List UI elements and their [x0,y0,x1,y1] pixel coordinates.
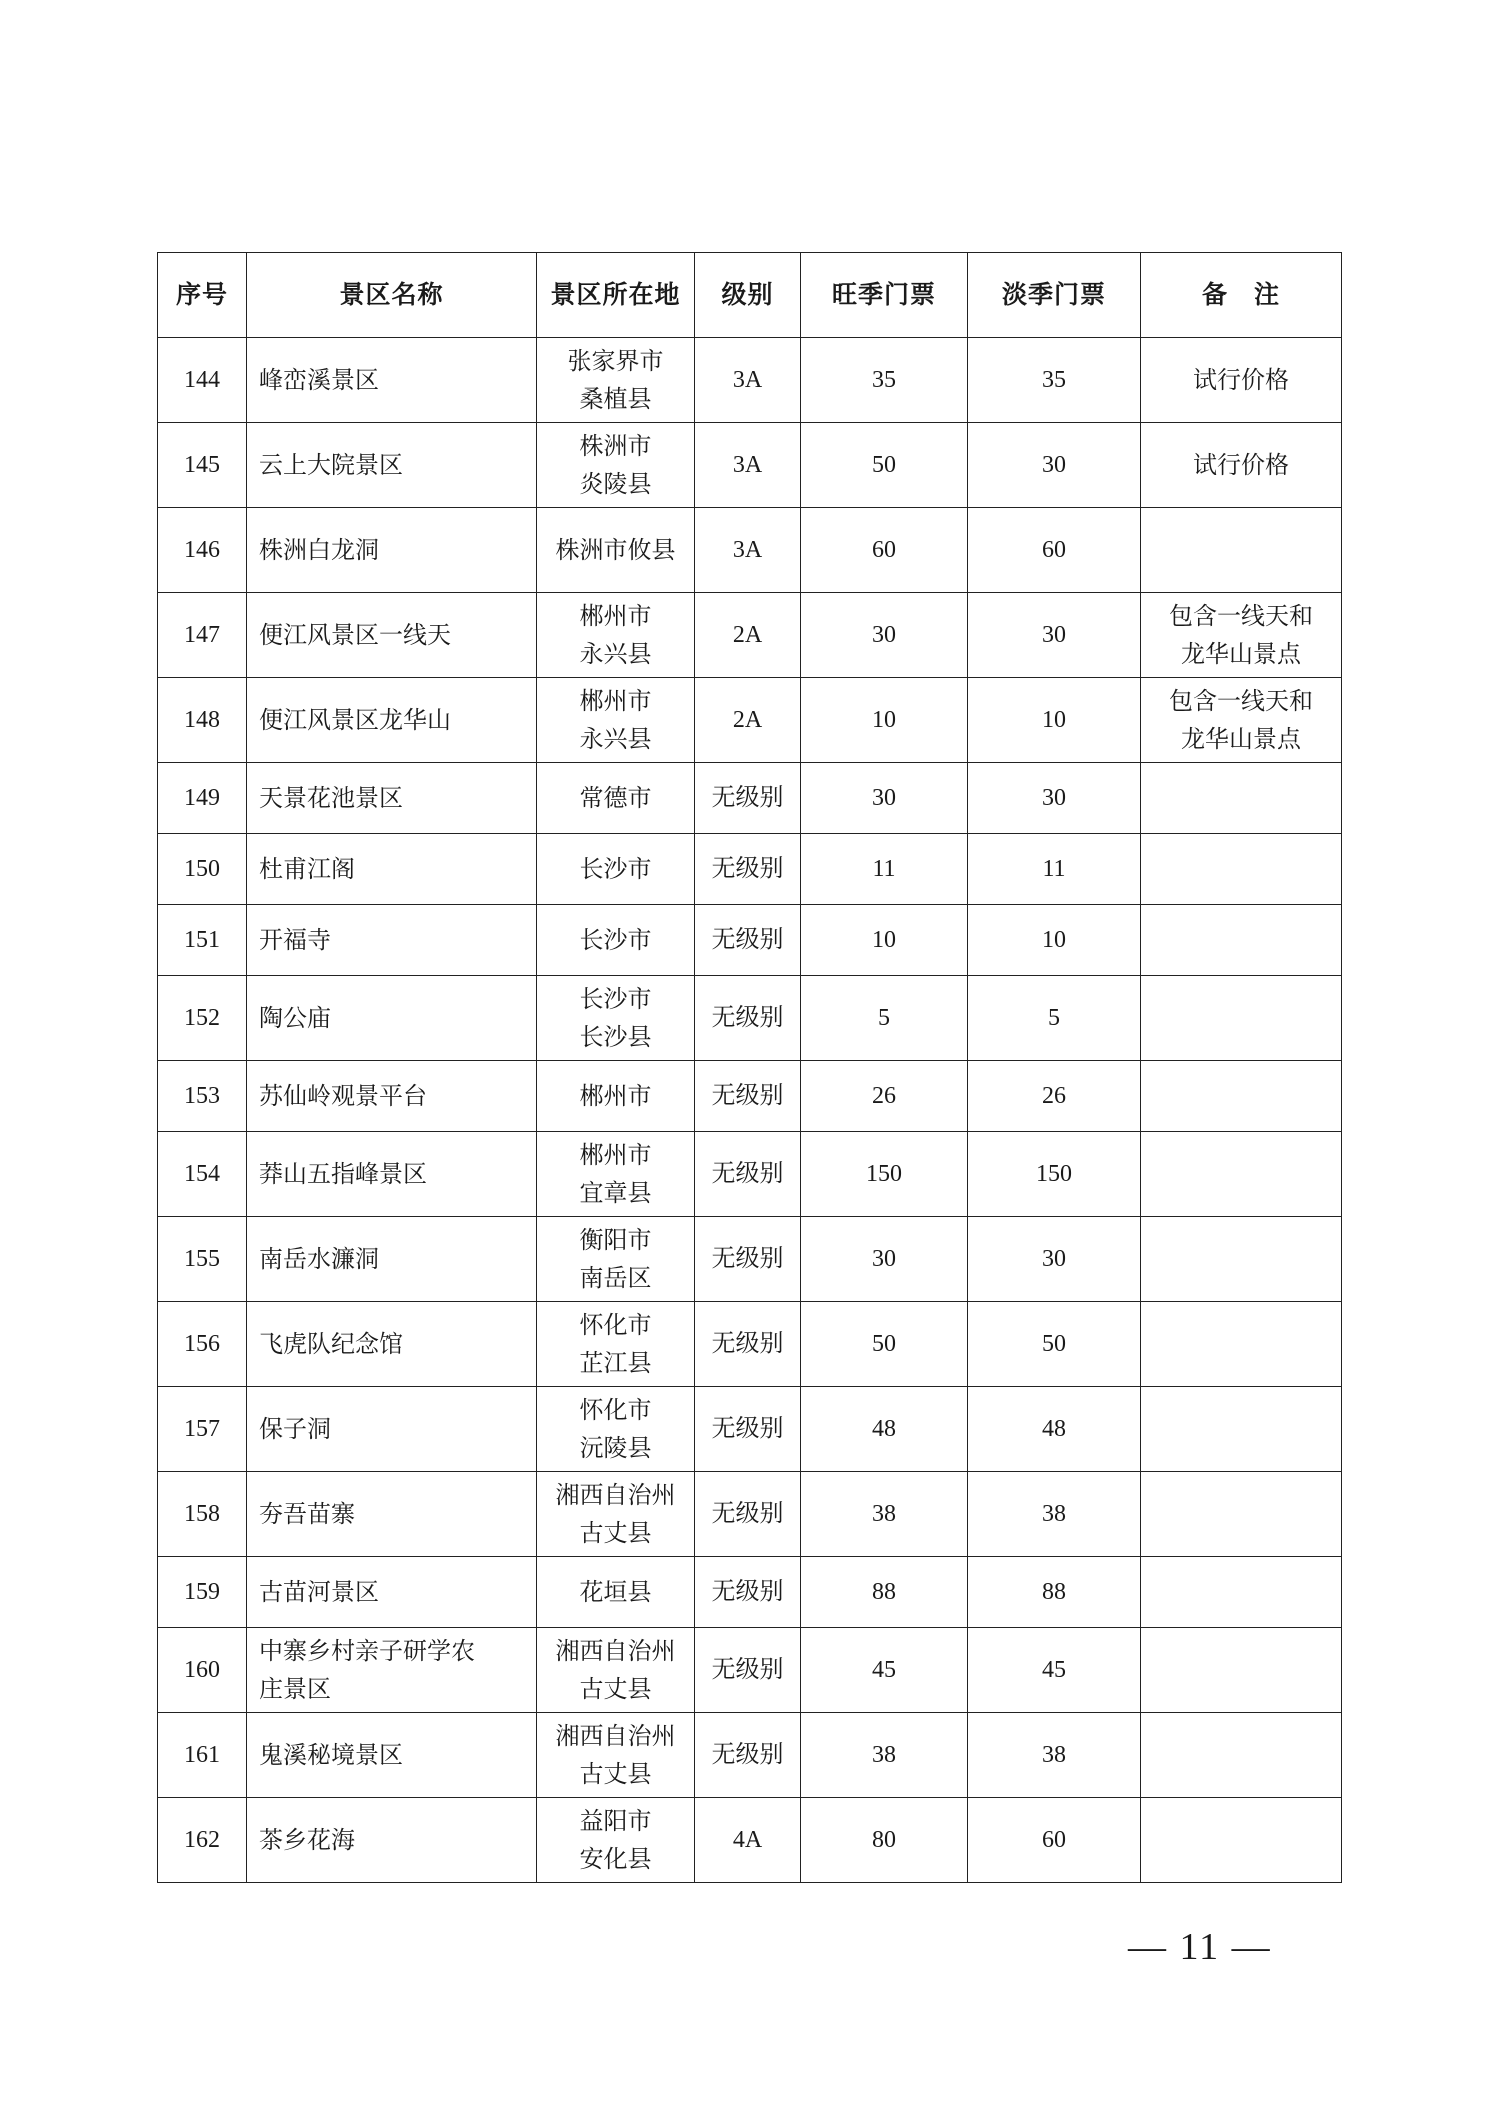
cell-level: 2A [695,593,801,678]
scenic-price-table [157,252,1342,1883]
cell-index: 159 [158,1557,247,1628]
table-row [158,1798,1342,1883]
cell-level: 无级别 [695,1387,801,1472]
cell-location: 花垣县 [537,1557,695,1628]
cell-off-ticket: 30 [968,423,1141,508]
table-row [158,1387,1342,1472]
cell-location: 益阳市 安化县 [537,1798,695,1883]
table-row [158,508,1342,593]
cell-note [1141,1713,1342,1798]
cell-note [1141,1302,1342,1387]
cell-note [1141,905,1342,976]
table-row [158,1061,1342,1132]
table-row [158,1132,1342,1217]
cell-peak-ticket: 30 [801,1217,968,1302]
cell-note [1141,1132,1342,1217]
header-scenic-name: 景区名称 [247,253,537,338]
cell-peak-ticket: 80 [801,1798,968,1883]
cell-peak-ticket: 5 [801,976,968,1061]
cell-index: 148 [158,678,247,763]
cell-off-ticket: 5 [968,976,1141,1061]
cell-scenic-name: 苏仙岭观景平台 [247,1061,537,1132]
table-row [158,338,1342,423]
cell-location: 郴州市 [537,1061,695,1132]
cell-peak-ticket: 11 [801,834,968,905]
cell-index: 153 [158,1061,247,1132]
cell-location: 衡阳市 南岳区 [537,1217,695,1302]
cell-location: 郴州市 宜章县 [537,1132,695,1217]
cell-peak-ticket: 10 [801,678,968,763]
header-location: 景区所在地 [537,253,695,338]
cell-peak-ticket: 30 [801,593,968,678]
cell-location: 郴州市 永兴县 [537,678,695,763]
cell-index: 160 [158,1628,247,1713]
table-row [158,1302,1342,1387]
cell-index: 144 [158,338,247,423]
cell-level: 3A [695,423,801,508]
cell-peak-ticket: 38 [801,1713,968,1798]
cell-peak-ticket: 60 [801,508,968,593]
cell-note [1141,1557,1342,1628]
cell-off-ticket: 26 [968,1061,1141,1132]
table-row [158,1557,1342,1628]
cell-note [1141,1472,1342,1557]
cell-level: 无级别 [695,976,801,1061]
cell-off-ticket: 35 [968,338,1141,423]
cell-off-ticket: 88 [968,1557,1141,1628]
cell-scenic-name: 保子洞 [247,1387,537,1472]
cell-off-ticket: 11 [968,834,1141,905]
cell-scenic-name: 中寨乡村亲子研学农 庄景区 [247,1628,537,1713]
cell-location: 湘西自治州 古丈县 [537,1713,695,1798]
cell-level: 3A [695,508,801,593]
cell-peak-ticket: 26 [801,1061,968,1132]
cell-off-ticket: 48 [968,1387,1141,1472]
cell-location: 怀化市 芷江县 [537,1302,695,1387]
cell-location: 长沙市 [537,834,695,905]
table-row [158,423,1342,508]
cell-off-ticket: 45 [968,1628,1141,1713]
cell-level: 无级别 [695,1302,801,1387]
cell-off-ticket: 60 [968,1798,1141,1883]
cell-note [1141,508,1342,593]
cell-scenic-name: 鬼溪秘境景区 [247,1713,537,1798]
cell-level: 无级别 [695,1713,801,1798]
cell-scenic-name: 茶乡花海 [247,1798,537,1883]
price-table-sheet [157,252,1341,1883]
cell-peak-ticket: 30 [801,763,968,834]
cell-index: 154 [158,1132,247,1217]
cell-scenic-name: 便江风景区一线天 [247,593,537,678]
cell-scenic-name: 莽山五指峰景区 [247,1132,537,1217]
table-row [158,593,1342,678]
cell-index: 147 [158,593,247,678]
cell-peak-ticket: 10 [801,905,968,976]
cell-level: 无级别 [695,1217,801,1302]
cell-off-ticket: 30 [968,1217,1141,1302]
header-peak-ticket: 旺季门票 [801,253,968,338]
table-header-row [158,253,1342,338]
cell-note [1141,1628,1342,1713]
cell-scenic-name: 陶公庙 [247,976,537,1061]
cell-scenic-name: 开福寺 [247,905,537,976]
table-row [158,678,1342,763]
cell-peak-ticket: 38 [801,1472,968,1557]
cell-index: 152 [158,976,247,1061]
cell-location: 怀化市 沅陵县 [537,1387,695,1472]
cell-peak-ticket: 35 [801,338,968,423]
cell-index: 150 [158,834,247,905]
cell-scenic-name: 株洲白龙洞 [247,508,537,593]
cell-level: 无级别 [695,905,801,976]
cell-scenic-name: 夯吾苗寨 [247,1472,537,1557]
cell-index: 156 [158,1302,247,1387]
cell-note [1141,976,1342,1061]
cell-note [1141,1798,1342,1883]
cell-scenic-name: 南岳水濂洞 [247,1217,537,1302]
cell-off-ticket: 50 [968,1302,1141,1387]
cell-note: 试行价格 [1141,338,1342,423]
cell-note [1141,834,1342,905]
cell-index: 149 [158,763,247,834]
cell-index: 157 [158,1387,247,1472]
cell-location: 张家界市 桑植县 [537,338,695,423]
cell-peak-ticket: 50 [801,423,968,508]
cell-scenic-name: 杜甫江阁 [247,834,537,905]
cell-level: 无级别 [695,1132,801,1217]
table-row [158,976,1342,1061]
cell-location: 湘西自治州 古丈县 [537,1628,695,1713]
cell-location: 湘西自治州 古丈县 [537,1472,695,1557]
cell-off-ticket: 38 [968,1713,1141,1798]
cell-scenic-name: 云上大院景区 [247,423,537,508]
cell-location: 郴州市 永兴县 [537,593,695,678]
header-note: 备 注 [1141,253,1342,338]
cell-index: 151 [158,905,247,976]
cell-note [1141,1061,1342,1132]
cell-peak-ticket: 45 [801,1628,968,1713]
cell-level: 4A [695,1798,801,1883]
cell-scenic-name: 天景花池景区 [247,763,537,834]
table-row [158,905,1342,976]
cell-level: 无级别 [695,763,801,834]
cell-note: 包含一线天和 龙华山景点 [1141,678,1342,763]
cell-off-ticket: 150 [968,1132,1141,1217]
cell-note: 试行价格 [1141,423,1342,508]
cell-off-ticket: 38 [968,1472,1141,1557]
cell-index: 145 [158,423,247,508]
cell-note: 包含一线天和 龙华山景点 [1141,593,1342,678]
header-index: 序号 [158,253,247,338]
cell-note [1141,763,1342,834]
cell-level: 2A [695,678,801,763]
cell-location: 长沙市 [537,905,695,976]
cell-peak-ticket: 88 [801,1557,968,1628]
cell-location: 株洲市 炎陵县 [537,423,695,508]
cell-level: 无级别 [695,1061,801,1132]
table-row [158,1472,1342,1557]
cell-peak-ticket: 150 [801,1132,968,1217]
table-row [158,1713,1342,1798]
cell-level: 无级别 [695,1628,801,1713]
cell-off-ticket: 30 [968,593,1141,678]
table-row [158,1217,1342,1302]
cell-scenic-name: 便江风景区龙华山 [247,678,537,763]
table-row [158,1628,1342,1713]
table-row [158,763,1342,834]
page-number: — 11 — [1128,1926,1272,1968]
cell-index: 162 [158,1798,247,1883]
cell-peak-ticket: 48 [801,1387,968,1472]
header-level: 级别 [695,253,801,338]
cell-index: 146 [158,508,247,593]
cell-index: 155 [158,1217,247,1302]
cell-location: 株洲市攸县 [537,508,695,593]
cell-location: 常德市 [537,763,695,834]
cell-index: 161 [158,1713,247,1798]
cell-scenic-name: 峰峦溪景区 [247,338,537,423]
cell-level: 3A [695,338,801,423]
cell-location: 长沙市 长沙县 [537,976,695,1061]
header-off-ticket: 淡季门票 [968,253,1141,338]
cell-off-ticket: 30 [968,763,1141,834]
cell-note [1141,1387,1342,1472]
cell-peak-ticket: 50 [801,1302,968,1387]
cell-index: 158 [158,1472,247,1557]
table-row [158,834,1342,905]
cell-level: 无级别 [695,1557,801,1628]
cell-level: 无级别 [695,834,801,905]
cell-level: 无级别 [695,1472,801,1557]
cell-off-ticket: 60 [968,508,1141,593]
cell-off-ticket: 10 [968,905,1141,976]
cell-note [1141,1217,1342,1302]
cell-scenic-name: 古苗河景区 [247,1557,537,1628]
cell-off-ticket: 10 [968,678,1141,763]
cell-scenic-name: 飞虎队纪念馆 [247,1302,537,1387]
